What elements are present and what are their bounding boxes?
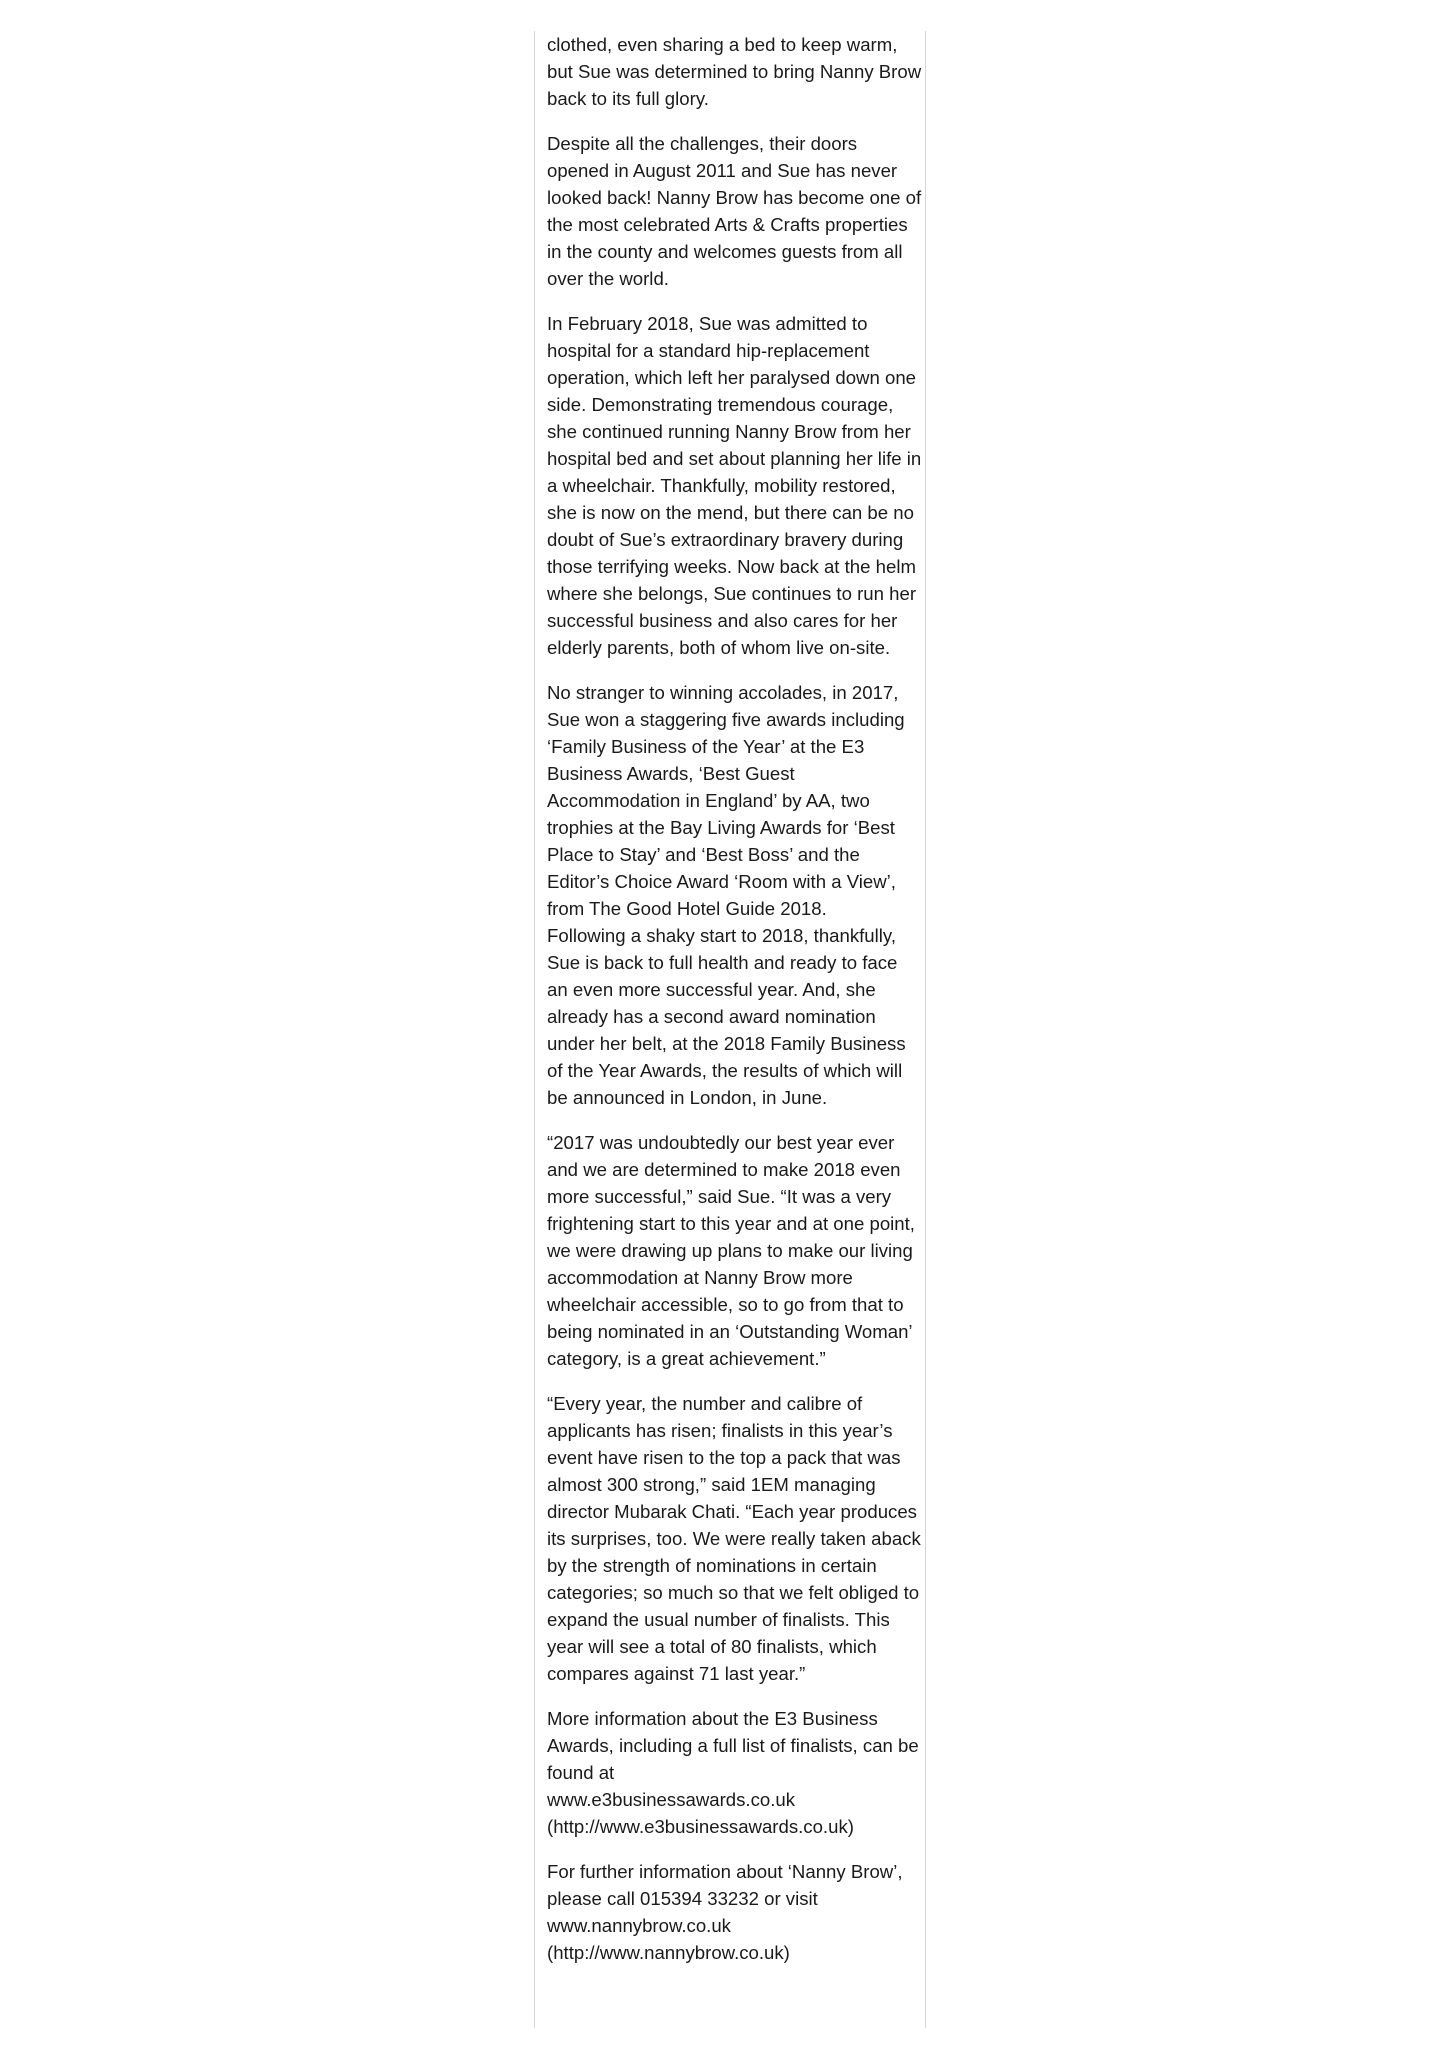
further-info-text: For further information about ‘Nanny Brow’, please call 015394 33232 or visit <box>547 1861 903 1909</box>
nanny-brow-link[interactable]: www.nannybrow.co.uk <box>547 1915 731 1936</box>
article-body <box>547 31 922 1984</box>
more-info-text: More information about the E3 Business Awards, including a full list of finalists, can be found at <box>547 1708 919 1783</box>
nanny-brow-url: (http://www.nannybrow.co.uk) <box>547 1942 790 1963</box>
paragraph-sue-quote: “2017 was undoubtedly our best year ever and we are determined to make 2018 even more successful,” said Sue. “It was a very frightening start to this year and at one point, we were drawing up plans to make our living accommodation at Nanny Brow more wheelchair accessible, so to go from that to being nominated in an ‘Outstanding Woman’ category, is a great achievement.” <box>547 1132 915 1369</box>
e3-awards-link[interactable]: www.e3businessawards.co.uk <box>547 1789 796 1810</box>
paragraph-opening: clothed, even sharing a bed to keep warm, but Sue was determined to bring Nanny Brow back to its full glory. <box>547 34 922 109</box>
paragraph-hospital: In February 2018, Sue was admitted to hospital for a standard hip-replacement operation, which left her paralysed down one side. Demonstrating tremendous courage, she continued running Nanny Brow from her hospital bed and set about planning her life in a wheelchair. Thankfully, mobility restored, she is now on the mend, but there can be no doubt of Sue’s extraordinary bravery during those terrifying weeks. Now back at the helm where she belongs, Sue continues to run her successful business and also cares for her elderly parents, both of whom live on-site. <box>547 313 922 658</box>
paragraph-further-info <box>547 1858 922 1966</box>
e3-awards-url: (http://www.e3businessawards.co.uk) <box>547 1816 854 1837</box>
paragraph-accolades <box>547 679 922 1111</box>
accolades-continuation: Following a shaky start to 2018, thankfully, Sue is back to full health and ready to face an even more successful year. And, she already has a second award nomination under her belt, at the 2018 Family Business of the Year Awards, the results of which will be announced in London, in June. <box>547 925 906 1108</box>
accolades-text: No stranger to winning accolades, in 2017, Sue won a staggering five awards including ‘Family Business of the Year’ at the E3 Business Awards, ‘Best Guest Accommodation in England’ by AA, two trophies at the Bay Living Awards for ‘Best Place to Stay’ and ‘Best Boss’ and the Editor’s Choice Award ‘Room with a View’, from The Good Hotel Guide 2018. <box>547 682 905 919</box>
paragraph-director-quote: “Every year, the number and calibre of applicants has risen; finalists in this year’s event have risen to the top a pack that was almost 300 strong,” said 1EM managing director Mubarak Chati. “Each year produces its surprises, too. We were really taken aback by the strength of nominations in certain categories; so much so that we felt obliged to expand the usual number of finalists. This year will see a total of 80 finalists, which compares against 71 last year.” <box>547 1393 921 1684</box>
paragraph-doors-opened: Despite all the challenges, their doors opened in August 2011 and Sue has never looked back! Nanny Brow has become one of the most celebrated Arts & Crafts properties in the county and welcomes guests from all over the world. <box>547 133 922 289</box>
paragraph-more-info <box>547 1705 922 1840</box>
article-column <box>534 31 926 2028</box>
